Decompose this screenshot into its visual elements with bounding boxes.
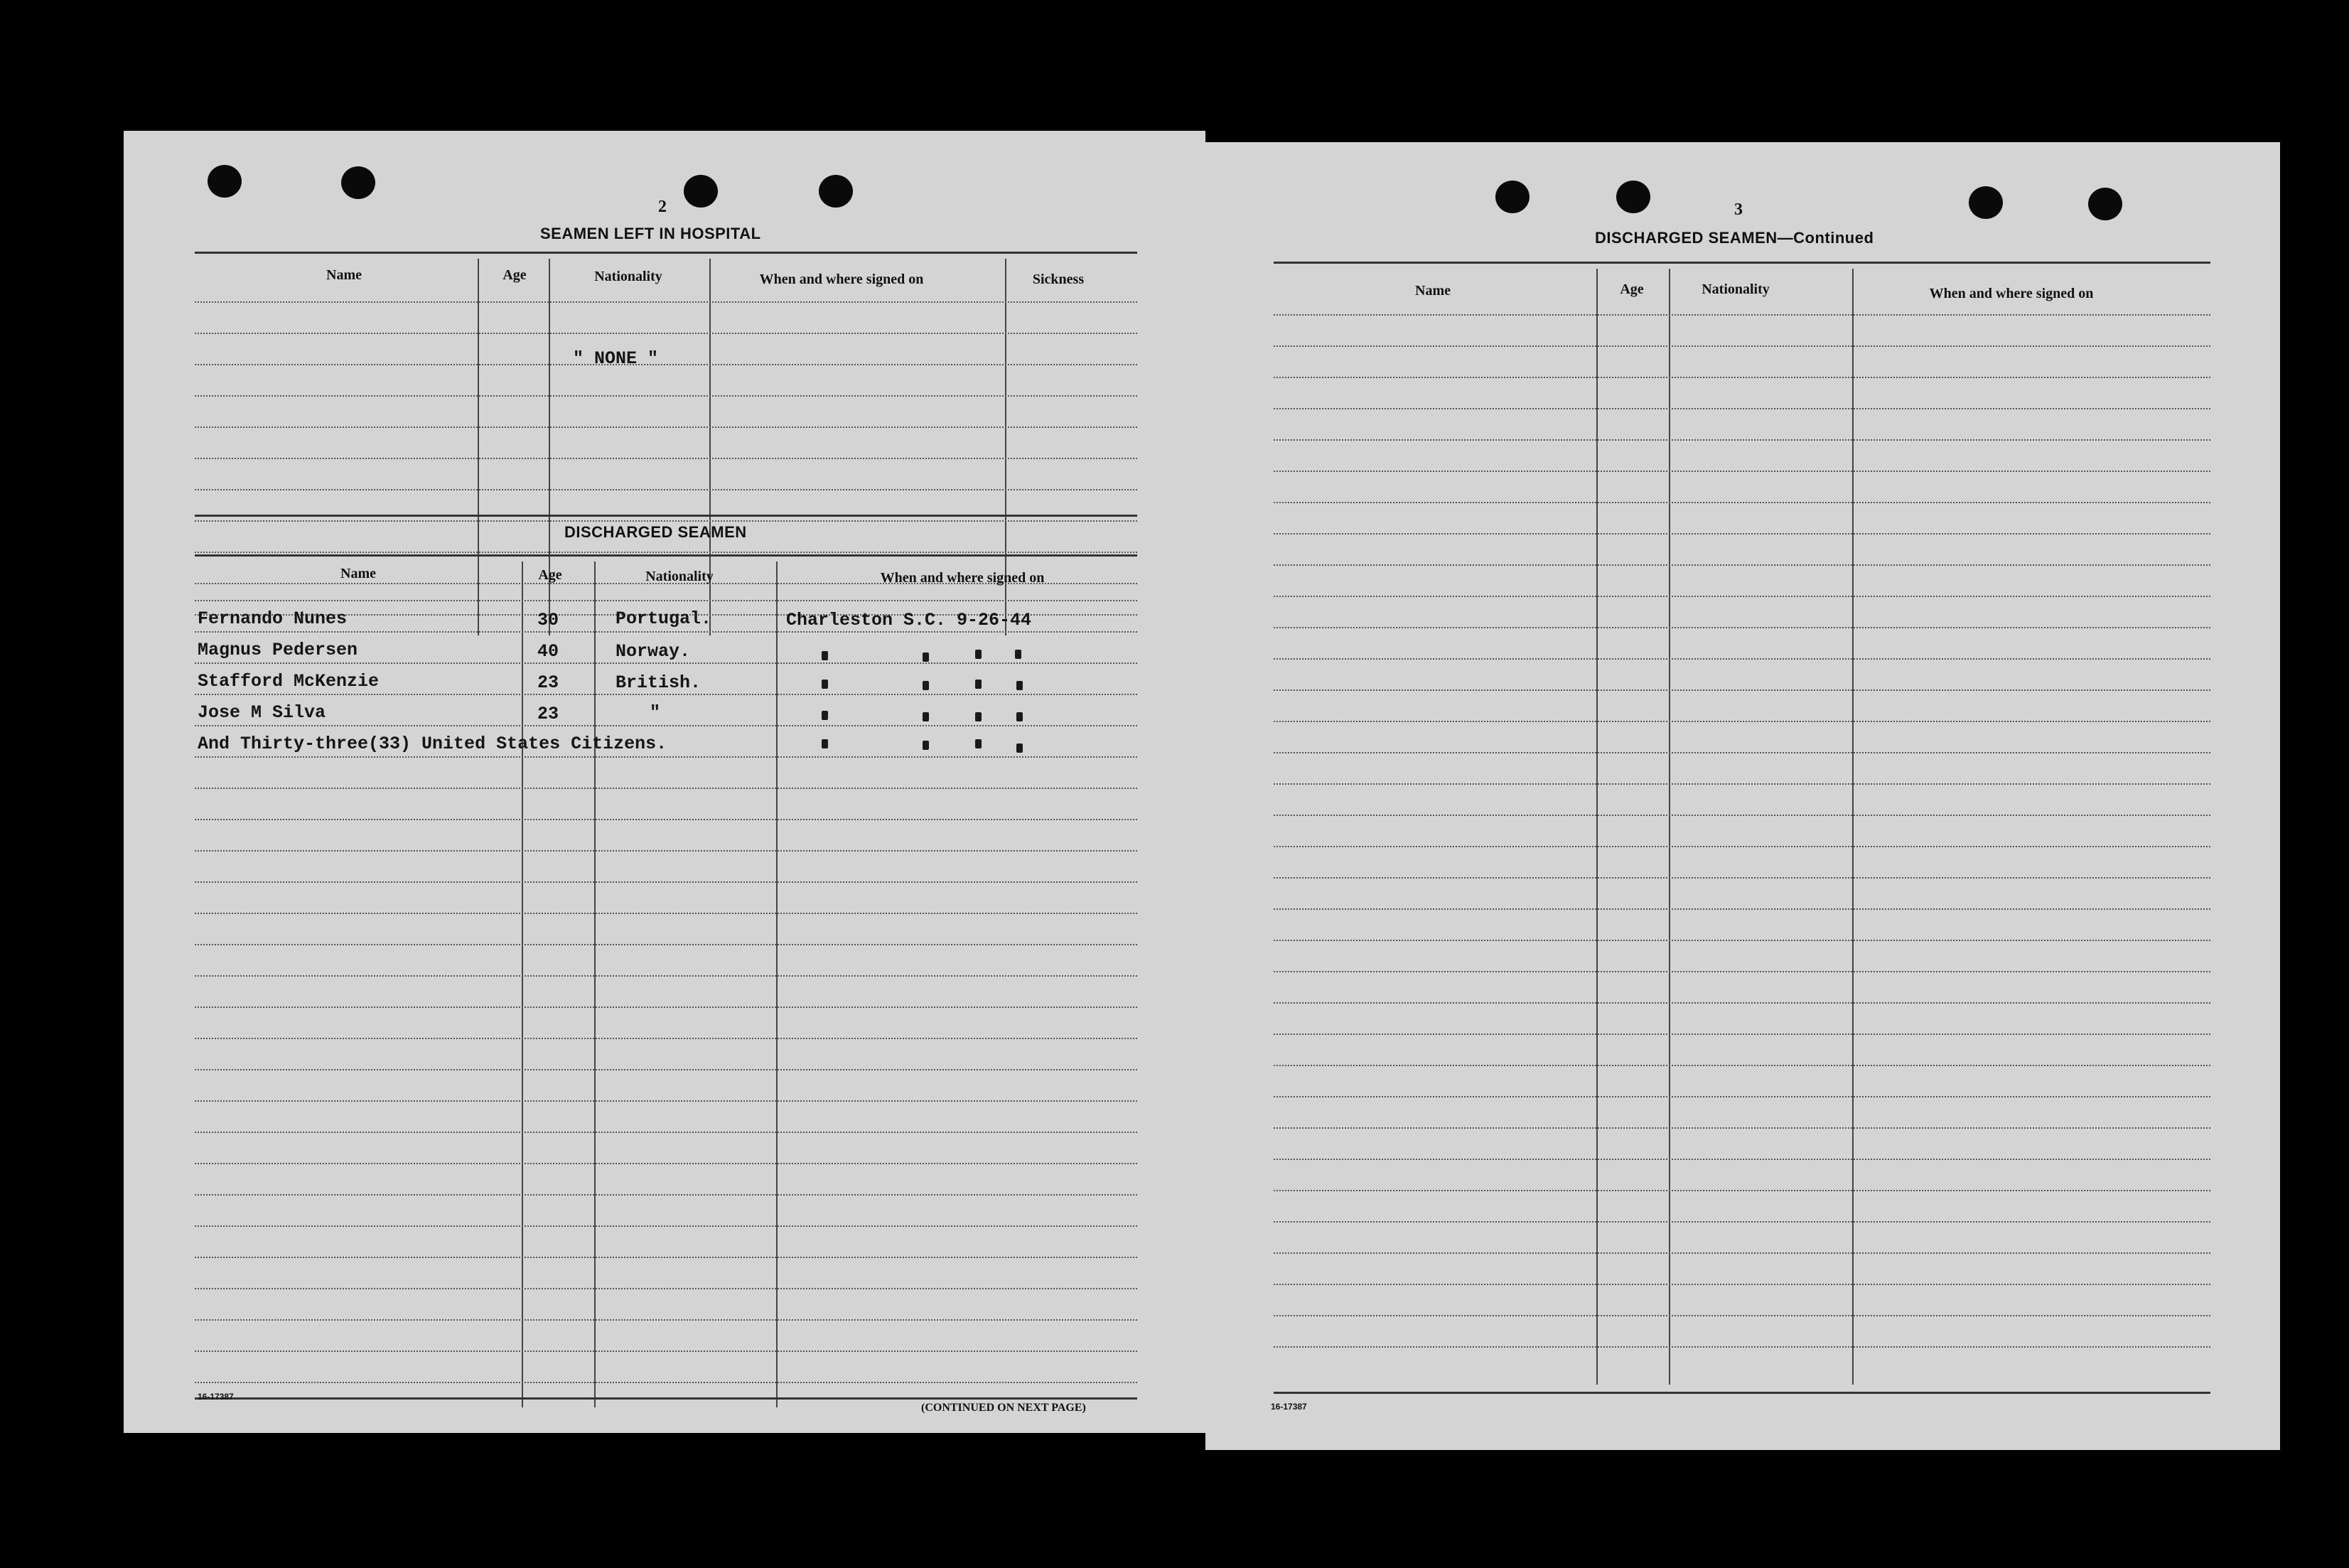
seaman-age: 40 bbox=[537, 641, 559, 662]
row-line bbox=[1274, 783, 2210, 785]
row-line bbox=[195, 1319, 1137, 1321]
row-line bbox=[195, 1257, 1137, 1258]
row-line bbox=[195, 975, 1137, 977]
punch-hole bbox=[341, 166, 375, 199]
row-line bbox=[1274, 502, 2210, 503]
row-line bbox=[1274, 846, 2210, 847]
col-header-name: Name bbox=[1415, 283, 1451, 299]
discharged-continued-title: DISCHARGED SEAMEN—Continued bbox=[1595, 229, 1874, 247]
seaman-name: Fernando Nunes bbox=[198, 608, 348, 629]
row-line bbox=[195, 1350, 1137, 1352]
seaman-age: 23 bbox=[537, 704, 559, 724]
row-line bbox=[1274, 1033, 2210, 1035]
row-line bbox=[1274, 314, 2210, 316]
col-header-name: Name bbox=[326, 267, 362, 283]
continued-note: (CONTINUED ON NEXT PAGE) bbox=[921, 1402, 1086, 1414]
row-line bbox=[195, 850, 1137, 852]
ditto-mark bbox=[822, 739, 828, 748]
ditto-mark bbox=[822, 711, 828, 720]
rule bbox=[1274, 262, 2210, 264]
row-line bbox=[1274, 1159, 2210, 1160]
punch-hole bbox=[684, 175, 718, 208]
column-divider bbox=[522, 562, 523, 1407]
page-number: 3 bbox=[1734, 200, 1743, 219]
ditto-mark bbox=[975, 650, 982, 659]
row-line bbox=[1274, 940, 2210, 941]
row-line bbox=[195, 1132, 1137, 1133]
rule bbox=[195, 554, 1137, 557]
row-line bbox=[195, 662, 1137, 664]
row-line bbox=[195, 552, 1137, 553]
col-header-signed-on: When and where signed on bbox=[1929, 286, 2094, 301]
ditto-mark bbox=[1016, 681, 1023, 690]
col-header-signed-on: When and where signed on bbox=[880, 570, 1045, 586]
row-line bbox=[195, 426, 1137, 428]
page-number: 2 bbox=[658, 198, 667, 216]
form-number: 16-17387 bbox=[198, 1392, 234, 1402]
row-line bbox=[1274, 1284, 2210, 1285]
row-line bbox=[195, 1038, 1137, 1039]
row-line bbox=[1274, 1065, 2210, 1066]
row-line bbox=[195, 520, 1137, 522]
ditto-mark bbox=[923, 741, 929, 750]
col-header-age: Age bbox=[1620, 281, 1644, 297]
row-line bbox=[1274, 439, 2210, 441]
row-line bbox=[1274, 658, 2210, 660]
col-header-nationality: Nationality bbox=[645, 569, 714, 584]
col-header-age: Age bbox=[538, 567, 562, 583]
row-line bbox=[195, 1006, 1137, 1008]
row-line bbox=[195, 1225, 1137, 1227]
col-header-signed-on: When and where signed on bbox=[759, 272, 924, 287]
seaman-age: 30 bbox=[537, 610, 559, 630]
ditto-mark bbox=[975, 712, 982, 721]
row-line bbox=[1274, 721, 2210, 722]
row-line bbox=[1274, 815, 2210, 816]
col-header-nationality: Nationality bbox=[594, 269, 662, 284]
row-line bbox=[195, 395, 1137, 397]
row-line bbox=[1274, 1252, 2210, 1254]
row-line bbox=[195, 756, 1137, 758]
row-line bbox=[1274, 1346, 2210, 1348]
rule bbox=[195, 252, 1137, 254]
row-line bbox=[1274, 908, 2210, 910]
seaman-name: Magnus Pedersen bbox=[198, 640, 358, 660]
column-divider bbox=[594, 562, 596, 1407]
seaman-name: Stafford McKenzie bbox=[198, 671, 380, 692]
row-line bbox=[1274, 971, 2210, 972]
column-divider bbox=[776, 562, 778, 1407]
left-page bbox=[124, 131, 1205, 1433]
ditto-mark bbox=[923, 653, 929, 662]
col-header-name: Name bbox=[340, 566, 376, 581]
rule bbox=[195, 515, 1137, 517]
rule bbox=[1274, 1392, 2210, 1394]
seaman-nationality: Norway. bbox=[616, 641, 691, 662]
row-line bbox=[195, 1288, 1137, 1289]
column-divider bbox=[478, 259, 479, 635]
row-line bbox=[195, 788, 1137, 789]
punch-hole bbox=[1495, 181, 1530, 213]
ditto-mark bbox=[1016, 743, 1023, 753]
column-divider bbox=[1596, 269, 1598, 1385]
row-line bbox=[195, 725, 1137, 726]
punch-hole bbox=[2088, 188, 2122, 220]
row-line bbox=[195, 913, 1137, 914]
row-line bbox=[195, 458, 1137, 459]
row-line bbox=[1274, 1315, 2210, 1316]
row-line bbox=[195, 694, 1137, 695]
ditto-mark bbox=[975, 739, 982, 748]
row-line bbox=[1274, 877, 2210, 879]
row-line bbox=[1274, 596, 2210, 597]
row-line bbox=[1274, 564, 2210, 566]
row-line bbox=[1274, 471, 2210, 472]
row-line bbox=[1274, 689, 2210, 691]
row-line bbox=[1274, 1190, 2210, 1191]
ditto-mark bbox=[1015, 650, 1021, 659]
seaman-signed-on: Charleston S.C. 9-26-44 bbox=[786, 610, 1032, 630]
rule bbox=[195, 1397, 1137, 1400]
seaman-name: Jose M Silva bbox=[198, 702, 326, 723]
row-line bbox=[1274, 752, 2210, 753]
right-page bbox=[1205, 142, 2280, 1450]
row-line bbox=[195, 944, 1137, 945]
row-line bbox=[1274, 345, 2210, 347]
row-line bbox=[1274, 533, 2210, 535]
col-header-nationality: Nationality bbox=[1702, 281, 1770, 297]
row-line bbox=[195, 1069, 1137, 1070]
hospital-section-title: SEAMEN LEFT IN HOSPITAL bbox=[540, 225, 761, 242]
hospital-entry: " NONE " bbox=[573, 348, 659, 369]
row-line bbox=[195, 1194, 1137, 1196]
row-line bbox=[195, 881, 1137, 883]
row-line bbox=[1274, 1221, 2210, 1223]
row-line bbox=[1274, 1127, 2210, 1129]
seaman-nationality: " bbox=[650, 702, 661, 723]
ditto-mark bbox=[923, 681, 929, 690]
row-line bbox=[195, 600, 1137, 601]
punch-hole bbox=[208, 165, 242, 198]
seaman-age: 23 bbox=[537, 672, 559, 693]
punch-hole bbox=[819, 175, 853, 208]
row-line bbox=[195, 364, 1137, 365]
row-line bbox=[195, 1100, 1137, 1102]
seaman-nationality: British. bbox=[616, 672, 702, 693]
row-line bbox=[195, 1163, 1137, 1164]
row-line bbox=[1274, 627, 2210, 628]
row-line bbox=[195, 1382, 1137, 1383]
discharged-section-title: DISCHARGED SEAMEN bbox=[564, 523, 747, 541]
ditto-mark bbox=[822, 680, 828, 689]
col-header-age: Age bbox=[502, 267, 527, 283]
ditto-mark bbox=[1016, 712, 1023, 721]
row-line bbox=[1274, 1002, 2210, 1004]
punch-hole bbox=[1616, 181, 1650, 213]
ditto-mark bbox=[822, 651, 828, 660]
row-line bbox=[1274, 1096, 2210, 1097]
row-line bbox=[195, 819, 1137, 820]
row-line bbox=[195, 631, 1137, 633]
column-divider bbox=[1852, 269, 1854, 1385]
punch-hole bbox=[1969, 186, 2003, 219]
row-line bbox=[1274, 408, 2210, 409]
row-line bbox=[195, 301, 1137, 303]
row-line bbox=[195, 333, 1137, 334]
ditto-mark bbox=[975, 680, 982, 689]
seaman-nationality: Portugal. bbox=[616, 608, 712, 629]
ditto-mark bbox=[923, 712, 929, 721]
seaman-name: And Thirty-three(33) United States Citizens. bbox=[198, 734, 667, 754]
column-divider bbox=[1669, 269, 1670, 1385]
row-line bbox=[1274, 377, 2210, 378]
row-line bbox=[195, 489, 1137, 490]
col-header-sickness: Sickness bbox=[1032, 272, 1085, 287]
form-number: 16-17387 bbox=[1271, 1402, 1307, 1412]
